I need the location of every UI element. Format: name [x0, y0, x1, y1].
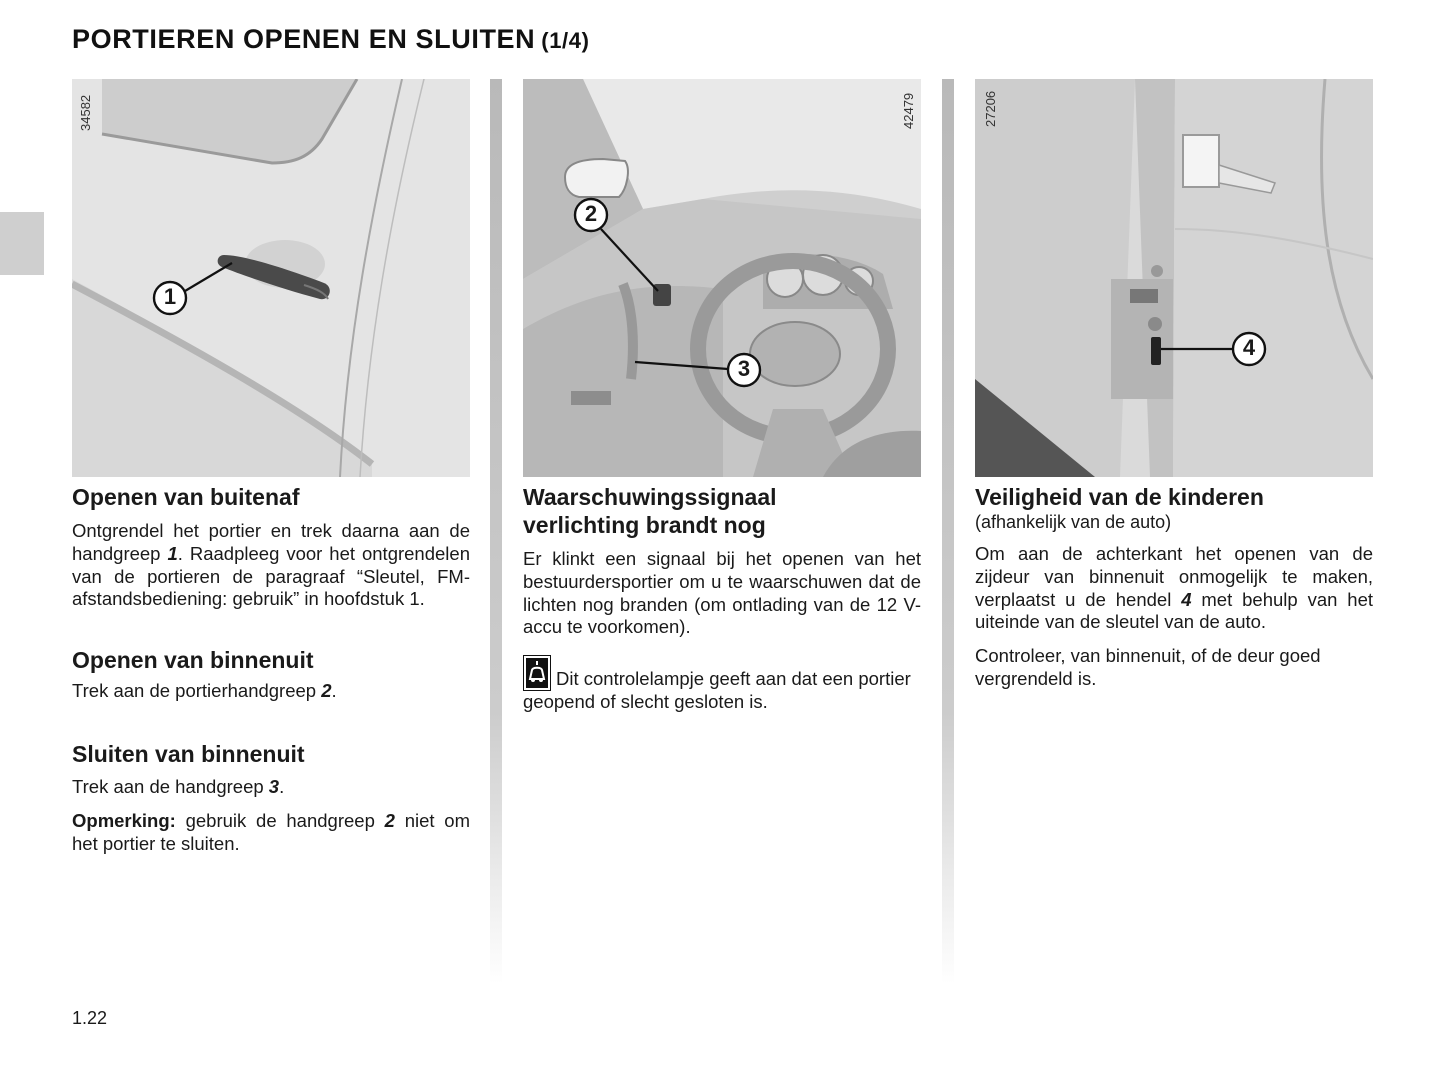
text-fragment: .: [279, 775, 285, 797]
section-text: Er klinkt een signaal bij het openen van het bestuurdersportier om u te waarschuwen dat de lichten nog branden (om ontlading van de 12 V-accu te voorkomen).: [523, 548, 921, 638]
section-heading: Openen van buitenaf: [72, 484, 300, 510]
callout-4: 4: [1242, 335, 1256, 360]
section-note: (afhankelijk van de auto): [975, 512, 1172, 532]
reference-number: 1: [167, 542, 178, 564]
reference-number: 4: [1181, 588, 1192, 610]
text-fragment: Trek aan de handgreep: [72, 775, 269, 797]
callout-overlay: [975, 79, 1373, 477]
reference-number: 3: [268, 775, 280, 797]
section-text: [72, 520, 470, 611]
callout-overlay: [72, 79, 470, 477]
text-fragment: .: [331, 680, 337, 702]
section-heading: Openen van binnenuit: [72, 647, 314, 674]
text-fragment: Om aan de achterkant het openen van de zijdeur van binnenuit onmogelijk te maken, verplaatst u de hendel: [975, 543, 1373, 610]
text-fragment: niet om het portier te sluiten.: [72, 809, 470, 854]
text-fragment: . Raadpleeg voor het ontgrendelen van de portieren de paragraaf “Sleutel, FM-afstandsbediening: gebruik” in hoofdstuk 1.: [72, 542, 470, 610]
column-divider: [490, 79, 502, 984]
text-fragment: Dit controlelampje geeft aan dat een portier geopend of slecht gesloten is.: [523, 668, 911, 713]
text-fragment: met behulp van het uiteinde van de sleutel van de auto.: [975, 588, 1374, 633]
column-child-safety: [975, 79, 1373, 691]
section-heading: [523, 483, 921, 539]
image-reference-number: 27206: [983, 90, 998, 127]
section-text: [72, 776, 470, 799]
remark-text: [72, 810, 470, 856]
indicator-text: [523, 655, 921, 714]
door-exterior-illustration: [72, 79, 470, 477]
page-title: [72, 24, 590, 55]
section-heading: Veiligheid van de kinderen: [975, 484, 1264, 510]
heading-line: Waarschuwingssignaal: [523, 484, 777, 510]
child-safety-illustration: [975, 79, 1373, 477]
chapter-tab: [0, 212, 44, 275]
column-warning: [523, 79, 921, 714]
text-fragment: gebruik de handgreep: [175, 809, 385, 831]
callout-2: 2: [584, 201, 598, 226]
callout-3: 3: [737, 356, 751, 381]
callout-1: 1: [163, 284, 177, 309]
reference-number: 2: [384, 809, 395, 831]
page-number: 1.22: [72, 1008, 108, 1028]
image-reference-number: 42479: [901, 92, 916, 129]
text-fragment: Trek aan de portierhandgreep: [72, 680, 322, 702]
callout-overlay: [523, 79, 921, 477]
section-text: Controleer, van binnenuit, of de deur goed vergrendeld is.: [975, 645, 1321, 689]
text-fragment: Ontgrendel het portier en trek daarna aan de handgreep: [72, 520, 470, 564]
image-reference-number: 34582: [78, 94, 93, 131]
reference-number: 2: [321, 680, 332, 702]
column-exterior: [72, 79, 470, 855]
section-text: [975, 543, 1373, 634]
page-title-text: PORTIEREN OPENEN EN SLUITEN: [72, 24, 536, 54]
remark-label: Opmerking:: [72, 809, 176, 831]
heading-line: verlichting brandt nog: [523, 512, 766, 538]
door-open-warning-icon: [523, 655, 551, 691]
page-title-part: (1/4): [541, 28, 590, 53]
column-divider: [942, 79, 954, 984]
section-heading: Sluiten van binnenuit: [72, 740, 305, 767]
section-text: [72, 680, 470, 703]
cabin-interior-illustration: [523, 79, 921, 477]
